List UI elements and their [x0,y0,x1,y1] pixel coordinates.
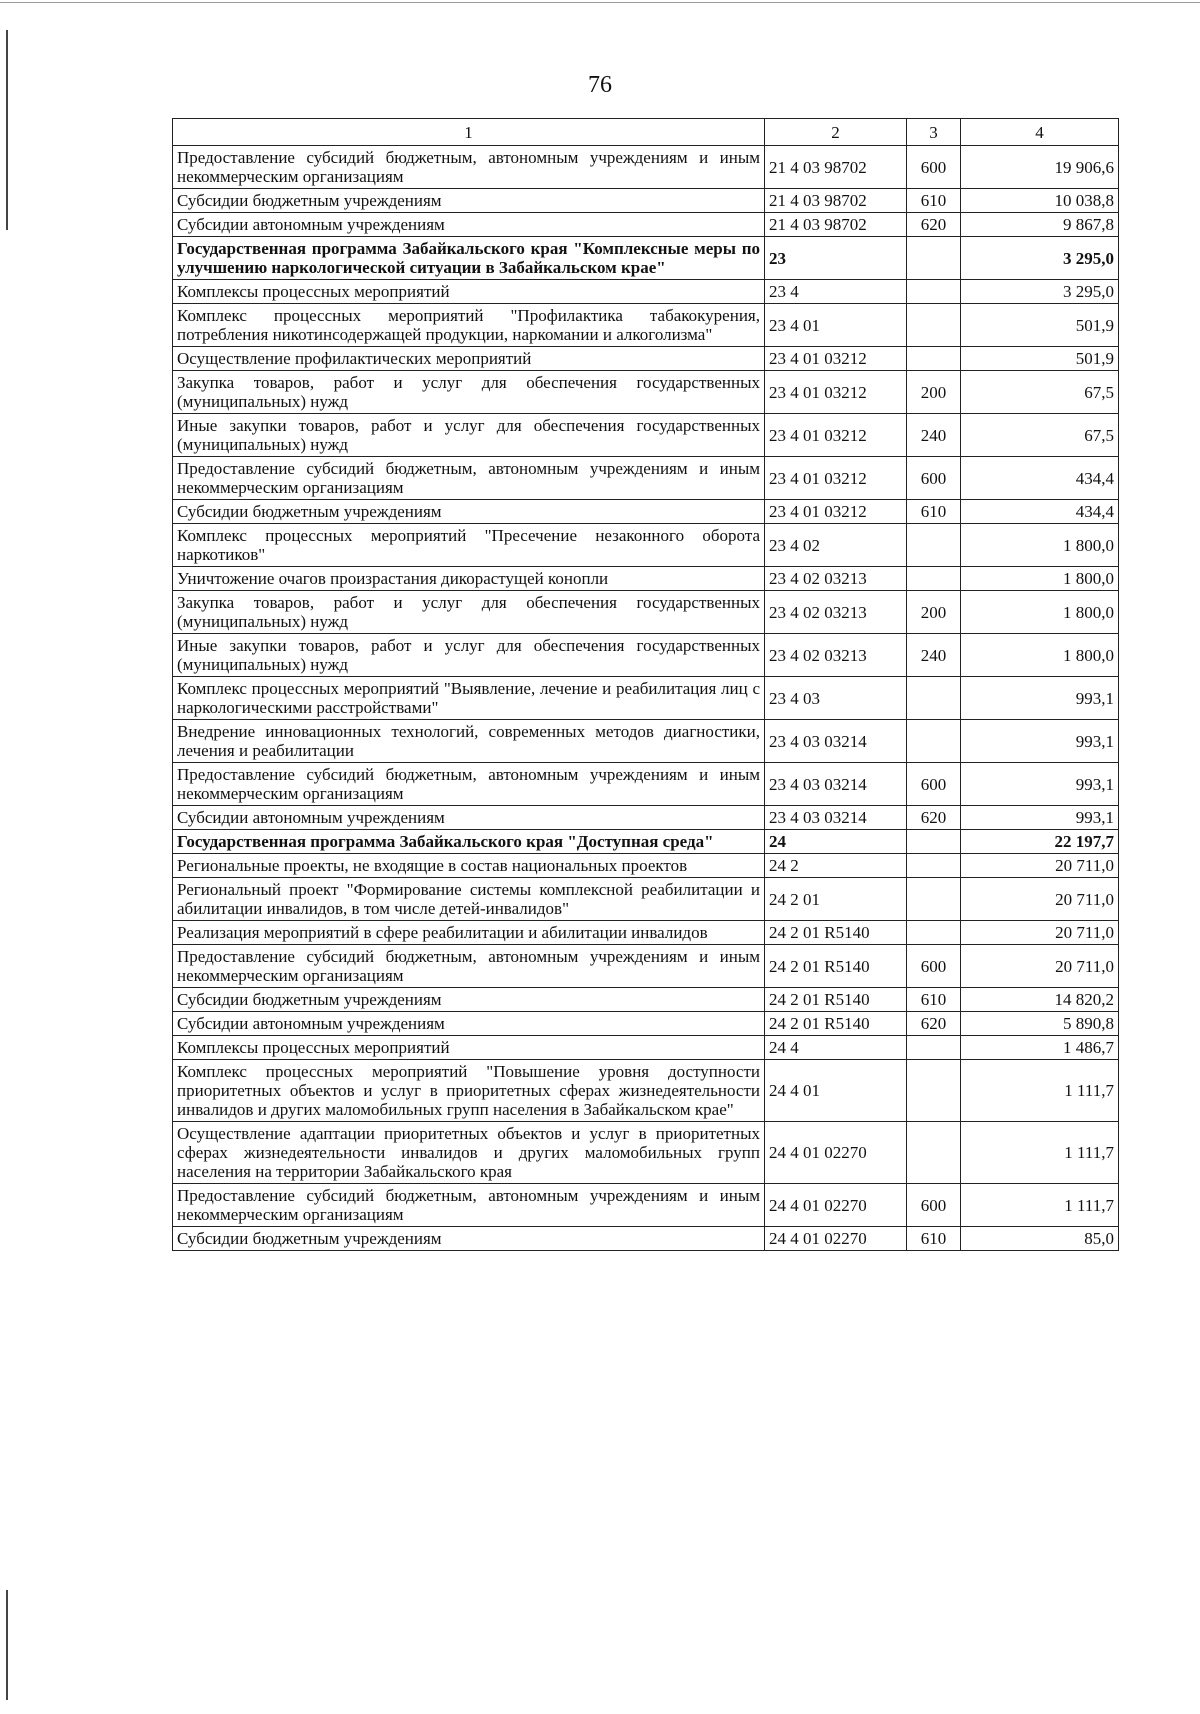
table-row [173,567,1119,591]
row-type-cell: 600 [907,763,961,806]
row-code-cell: 23 4 03 [765,677,907,720]
row-type-cell: 200 [907,591,961,634]
row-amount-cell: 20 711,0 [961,945,1119,988]
row-amount-cell: 20 711,0 [961,921,1119,945]
row-name-cell: Уничтожение очагов произрастания дикорастущей конопли [173,567,765,591]
row-type-cell: 610 [907,988,961,1012]
table-row [173,237,1119,280]
row-code-cell: 21 4 03 98702 [765,146,907,189]
row-code-cell: 23 4 01 03212 [765,457,907,500]
row-code-cell: 24 2 01 R5140 [765,1012,907,1036]
row-amount-cell: 1 111,7 [961,1184,1119,1227]
row-code-cell: 24 2 [765,854,907,878]
row-name-cell: Субсидии автономным учреждениям [173,213,765,237]
row-type-cell: 600 [907,1184,961,1227]
row-type-cell: 610 [907,1227,961,1251]
row-name-cell: Комплексы процессных мероприятий [173,1036,765,1060]
row-amount-cell: 1 111,7 [961,1122,1119,1184]
row-name-cell: Региональный проект "Формирование системы комплексной реабилитации и абилитации инвалидов, в том числе детей-инвалидов" [173,878,765,921]
row-name-cell: Закупка товаров, работ и услуг для обеспечения государственных (муниципальных) нужд [173,371,765,414]
row-type-cell [907,567,961,591]
table-row [173,1012,1119,1036]
row-name-cell: Комплекс процессных мероприятий "Профилактика табакокурения, потребления никотинсодержащей продукции, наркомании и алкоголизма" [173,304,765,347]
row-code-cell: 24 4 [765,1036,907,1060]
table-row [173,878,1119,921]
table-row [173,1122,1119,1184]
table-row [173,634,1119,677]
row-name-cell: Субсидии бюджетным учреждениям [173,988,765,1012]
row-code-cell: 23 [765,237,907,280]
row-type-cell [907,347,961,371]
row-type-cell [907,720,961,763]
table-row [173,280,1119,304]
table-row [173,1036,1119,1060]
row-type-cell [907,280,961,304]
table-row [173,854,1119,878]
row-type-cell [907,237,961,280]
table-row [173,414,1119,457]
scan-edge-top [0,2,1200,3]
row-type-cell: 620 [907,213,961,237]
row-amount-cell: 993,1 [961,806,1119,830]
row-code-cell: 23 4 03 03214 [765,720,907,763]
row-code-cell: 24 2 01 R5140 [765,945,907,988]
row-amount-cell: 993,1 [961,720,1119,763]
row-type-cell: 240 [907,414,961,457]
row-name-cell: Комплекс процессных мероприятий "Повышение уровня доступности приоритетных объектов и услуг в приоритетных сферах жизнедеятельности инвалидов и других маломобильных групп населения в Забайкальском крае" [173,1060,765,1122]
row-amount-cell: 501,9 [961,347,1119,371]
row-code-cell: 23 4 01 03212 [765,500,907,524]
header-col-1: 1 [173,119,765,146]
page-number: 76 [588,72,612,98]
row-amount-cell: 20 711,0 [961,854,1119,878]
row-amount-cell: 22 197,7 [961,830,1119,854]
row-amount-cell: 434,4 [961,457,1119,500]
row-type-cell [907,524,961,567]
row-type-cell: 620 [907,806,961,830]
table-row [173,806,1119,830]
row-name-cell: Закупка товаров, работ и услуг для обеспечения государственных (муниципальных) нужд [173,591,765,634]
row-amount-cell: 3 295,0 [961,237,1119,280]
row-name-cell: Предоставление субсидий бюджетным, автономным учреждениям и иным некоммерческим организациям [173,763,765,806]
row-name-cell: Иные закупки товаров, работ и услуг для обеспечения государственных (муниципальных) нужд [173,414,765,457]
row-amount-cell: 993,1 [961,763,1119,806]
row-name-cell: Иные закупки товаров, работ и услуг для обеспечения государственных (муниципальных) нужд [173,634,765,677]
row-name-cell: Внедрение инновационных технологий, современных методов диагностики, лечения и реабилитации [173,720,765,763]
row-type-cell: 610 [907,500,961,524]
header-col-2: 2 [765,119,907,146]
row-name-cell: Государственная программа Забайкальского края "Комплексные меры по улучшению наркологической ситуации в Забайкальском крае" [173,237,765,280]
row-type-cell [907,1060,961,1122]
row-code-cell: 24 4 01 02270 [765,1122,907,1184]
table-row [173,988,1119,1012]
row-name-cell: Предоставление субсидий бюджетным, автономным учреждениям и иным некоммерческим организациям [173,945,765,988]
table-row [173,371,1119,414]
row-code-cell: 23 4 02 03213 [765,634,907,677]
header-col-3: 3 [907,119,961,146]
row-name-cell: Комплекс процессных мероприятий "Пресечение незаконного оборота наркотиков" [173,524,765,567]
row-code-cell: 24 4 01 02270 [765,1227,907,1251]
row-code-cell: 23 4 01 03212 [765,414,907,457]
row-amount-cell: 67,5 [961,371,1119,414]
row-amount-cell: 10 038,8 [961,189,1119,213]
row-name-cell: Предоставление субсидий бюджетным, автономным учреждениям и иным некоммерческим организациям [173,146,765,189]
row-name-cell: Предоставление субсидий бюджетным, автономным учреждениям и иным некоммерческим организациям [173,457,765,500]
table-header-row [173,119,1119,146]
row-name-cell: Осуществление профилактических мероприятий [173,347,765,371]
row-name-cell: Субсидии автономным учреждениям [173,806,765,830]
row-name-cell: Комплекс процессных мероприятий "Выявление, лечение и реабилитация лиц с наркологическими расстройствами" [173,677,765,720]
row-type-cell: 610 [907,189,961,213]
table-row [173,945,1119,988]
row-amount-cell: 993,1 [961,677,1119,720]
row-type-cell: 600 [907,457,961,500]
row-code-cell: 24 4 01 02270 [765,1184,907,1227]
row-code-cell: 24 2 01 [765,878,907,921]
row-code-cell: 23 4 02 [765,524,907,567]
row-code-cell: 23 4 03 03214 [765,763,907,806]
row-name-cell: Субсидии бюджетным учреждениям [173,500,765,524]
row-amount-cell: 1 800,0 [961,524,1119,567]
row-name-cell: Реализация мероприятий в сфере реабилитации и абилитации инвалидов [173,921,765,945]
row-code-cell: 23 4 [765,280,907,304]
row-code-cell: 24 2 01 R5140 [765,988,907,1012]
row-name-cell: Осуществление адаптации приоритетных объектов и услуг в приоритетных сферах жизнедеятельности инвалидов и других маломобильных групп населения на территории Забайкальского края [173,1122,765,1184]
row-code-cell: 24 2 01 R5140 [765,921,907,945]
row-code-cell: 23 4 02 03213 [765,591,907,634]
row-amount-cell: 1 111,7 [961,1060,1119,1122]
row-amount-cell: 67,5 [961,414,1119,457]
row-name-cell: Комплексы процессных мероприятий [173,280,765,304]
table-row [173,189,1119,213]
row-name-cell: Предоставление субсидий бюджетным, автономным учреждениям и иным некоммерческим организациям [173,1184,765,1227]
row-type-cell [907,830,961,854]
table-row [173,500,1119,524]
row-code-cell: 23 4 01 [765,304,907,347]
row-amount-cell: 1 800,0 [961,567,1119,591]
row-type-cell [907,677,961,720]
table-row [173,591,1119,634]
table-row [173,1227,1119,1251]
row-name-cell: Субсидии бюджетным учреждениям [173,1227,765,1251]
row-amount-cell: 434,4 [961,500,1119,524]
scan-edge-left [6,30,8,230]
table-row [173,720,1119,763]
row-name-cell: Государственная программа Забайкальского края "Доступная среда" [173,830,765,854]
row-type-cell [907,304,961,347]
row-type-cell: 600 [907,945,961,988]
row-code-cell: 23 4 03 03214 [765,806,907,830]
row-name-cell: Субсидии автономным учреждениям [173,1012,765,1036]
row-type-cell: 200 [907,371,961,414]
table-row [173,763,1119,806]
row-amount-cell: 14 820,2 [961,988,1119,1012]
table-row [173,304,1119,347]
row-type-cell [907,921,961,945]
row-code-cell: 23 4 01 03212 [765,347,907,371]
row-amount-cell: 20 711,0 [961,878,1119,921]
row-amount-cell: 5 890,8 [961,1012,1119,1036]
row-code-cell: 21 4 03 98702 [765,189,907,213]
row-amount-cell: 9 867,8 [961,213,1119,237]
row-type-cell [907,1036,961,1060]
row-amount-cell: 85,0 [961,1227,1119,1251]
scan-edge-left-lower [6,1590,8,1700]
row-type-cell: 600 [907,146,961,189]
row-code-cell: 24 4 01 [765,1060,907,1122]
row-type-cell [907,1122,961,1184]
row-code-cell: 23 4 02 03213 [765,567,907,591]
row-amount-cell: 1 800,0 [961,634,1119,677]
row-code-cell: 24 [765,830,907,854]
table-row [173,677,1119,720]
table-row [173,1184,1119,1227]
row-amount-cell: 3 295,0 [961,280,1119,304]
row-type-cell [907,854,961,878]
table-row [173,524,1119,567]
row-code-cell: 23 4 01 03212 [765,371,907,414]
table-body [173,146,1119,1251]
table-row [173,146,1119,189]
row-type-cell: 240 [907,634,961,677]
table-row [173,921,1119,945]
header-col-4: 4 [961,119,1119,146]
table-row [173,1060,1119,1122]
row-name-cell: Региональные проекты, не входящие в состав национальных проектов [173,854,765,878]
table-row [173,213,1119,237]
table-row [173,457,1119,500]
row-type-cell [907,878,961,921]
row-amount-cell: 1 800,0 [961,591,1119,634]
row-type-cell: 620 [907,1012,961,1036]
row-code-cell: 21 4 03 98702 [765,213,907,237]
table-row [173,830,1119,854]
row-amount-cell: 1 486,7 [961,1036,1119,1060]
row-amount-cell: 501,9 [961,304,1119,347]
budget-table [172,118,1119,1251]
table-row [173,347,1119,371]
row-amount-cell: 19 906,6 [961,146,1119,189]
row-name-cell: Субсидии бюджетным учреждениям [173,189,765,213]
